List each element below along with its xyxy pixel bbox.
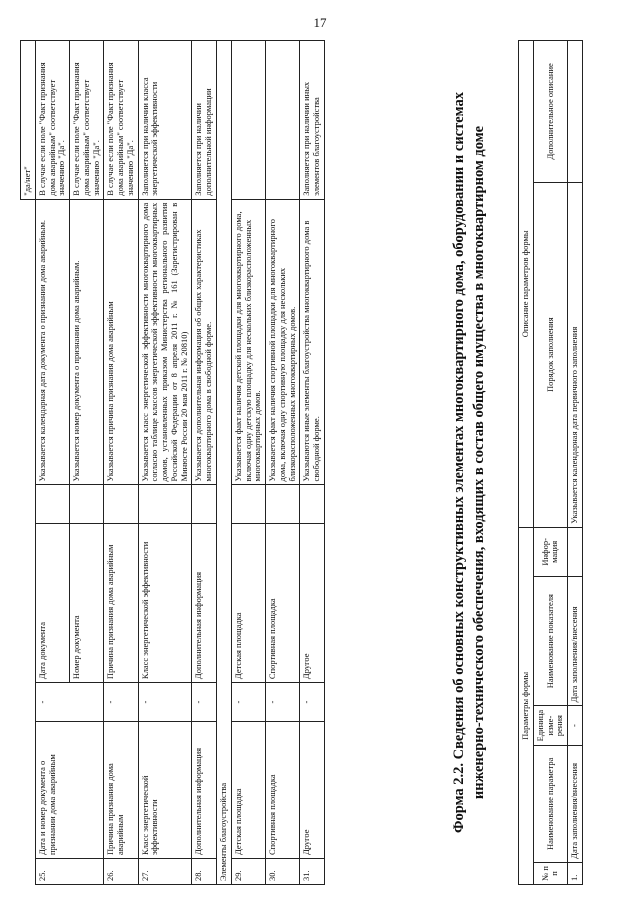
- col-header-no: № п п: [533, 862, 567, 884]
- unit: -: [104, 683, 138, 722]
- table-row-26: [104, 41, 138, 885]
- form-title-line-2: инженерно-технического обеспечения, входящих в состав общего имущества в многоквартирном доме: [470, 125, 487, 800]
- continuation-table: [20, 40, 325, 885]
- info: [35, 485, 69, 524]
- header-group-row: [519, 41, 534, 885]
- extra-desc: Заполняется при наличии класса энергетической эффективности: [138, 41, 192, 200]
- unit: -: [192, 683, 217, 722]
- unit: -: [231, 683, 265, 722]
- extra-desc: [231, 41, 265, 200]
- info: [104, 485, 138, 524]
- fill-order: Указывается календарная дата первичного заполнения: [568, 182, 583, 527]
- param-name: Другое: [300, 722, 325, 859]
- param-name: Детская площадка: [231, 722, 265, 859]
- extra-desc: В случае если поле "Факт признания дома аварийным" соответствует значению "Да".: [104, 41, 138, 200]
- group-desc-header: Описание параметров формы: [519, 41, 534, 528]
- fill-order: Указывается класс энергетической эффективности многоквартирного дома согласно таблице классов энергетической эффективности многоквартирных домов, установленных приказом Министерства регионального развития Российской Федерации от 8 апреля 2011 г. № 161 (Зарегистрирован в Минюсте России 20 мая 2011 г. № 20810): [138, 199, 192, 485]
- row-number: 28.: [192, 859, 217, 885]
- row-number: 29.: [231, 859, 265, 885]
- col-header-field: Наименование показателя: [533, 577, 567, 706]
- row-number: 31.: [300, 859, 325, 885]
- group-params-header: Параметры формы: [519, 527, 534, 884]
- unit: -: [568, 706, 583, 745]
- row-number: 1.: [568, 862, 583, 884]
- header-row: [533, 41, 567, 885]
- row-number: 25.: [35, 859, 104, 885]
- table-row-31: [300, 41, 325, 885]
- cell-desc-prev: "да/нет": [21, 41, 36, 200]
- form-title-line-1: Форма 2.2. Сведения об основных конструктивных элементах многоквартирного дома, оборудовании и системах: [451, 92, 467, 833]
- fill-order: Указывается факт наличия спортивной площадки для многоквартирного дома, включая одну спортивную площадку для нескольких близкорасположенных многоквартирных домов.: [266, 199, 300, 485]
- extra-desc: В случае если поле "Факт признания дома аварийным" соответствует значению "Да".: [70, 41, 104, 200]
- section-row: [217, 41, 232, 885]
- col-header-desc: Дополнительное описание: [533, 41, 567, 183]
- col-header-unit: Единица изме- рения: [533, 706, 567, 745]
- table-row: [21, 41, 36, 885]
- field-name: Дата документа: [35, 524, 69, 683]
- col-header-name: Наименование параметра: [533, 745, 567, 862]
- unit: -: [266, 683, 300, 722]
- table-row-30: [266, 41, 300, 885]
- field-name: Другое: [300, 524, 325, 683]
- info: [266, 485, 300, 524]
- table-row-25a: [35, 41, 69, 885]
- param-name: Спортивная площадка: [266, 722, 300, 859]
- info: [192, 485, 217, 524]
- fill-order: Указывается причина признания дома аварийным: [104, 199, 138, 485]
- param-name: Дата заполнения/внесения: [568, 745, 583, 862]
- info: [70, 485, 104, 524]
- fill-order: Указывается календарная дата документа о признании дома аварийным.: [35, 199, 69, 485]
- col-header-info: Инфор- мация: [533, 527, 567, 576]
- form-title: [450, 40, 489, 885]
- field-name: Спортивная площадка: [266, 524, 300, 683]
- fill-order: Указывается номер документа о признании дома аварийным.: [70, 199, 104, 485]
- extra-desc: [266, 41, 300, 200]
- extra-desc: [568, 41, 583, 183]
- form-2-2-table: [518, 40, 583, 885]
- rotated-page-content: [20, 40, 620, 885]
- col-header-order: Порядок заполнения: [533, 182, 567, 527]
- fill-order: Указывается дополнительная информация об общих характеристиках многоквартирного дома в свободной форме.: [192, 199, 217, 485]
- unit: -: [138, 683, 192, 722]
- extra-desc: В случае если поле "Факт признания дома аварийным" соответствует значению "Да".: [35, 41, 69, 200]
- table-row-29: [231, 41, 265, 885]
- field-name: Причина признания дома аварийным: [104, 524, 138, 683]
- extra-desc: Заполняется при наличии дополнительной информации: [192, 41, 217, 200]
- row-number: 27.: [138, 859, 192, 885]
- param-name: Дополнительная информация: [192, 722, 217, 859]
- table-row-1: [568, 41, 583, 885]
- info: [568, 527, 583, 576]
- table-row-28: [192, 41, 217, 885]
- param-name: Класс энергетической эффективности: [138, 722, 192, 859]
- extra-desc: Заполняется при наличии иных элементов благоустройства: [300, 41, 325, 200]
- row-number: 30.: [266, 859, 300, 885]
- info: [300, 485, 325, 524]
- unit: -: [300, 683, 325, 722]
- param-name: Дата и номер документа о признании дома аварийным: [35, 722, 104, 859]
- field-name: Дополнительная информация: [192, 524, 217, 683]
- param-name: Причина признания дома аварийным: [104, 722, 138, 859]
- row-number: 26.: [104, 859, 138, 885]
- section-title: Элементы благоустройства: [217, 41, 232, 885]
- table-row-27: [138, 41, 192, 885]
- unit: -: [35, 683, 104, 722]
- page-number: 17: [313, 15, 327, 30]
- field-name: Дата заполнения/внесения: [568, 577, 583, 706]
- field-name: Детская площадка: [231, 524, 265, 683]
- fill-order: Указывается факт наличия детской площадки для многоквартирного дома, включая одну детскую площадку для нескольких близкорасположенных многоквартирных домов.: [231, 199, 265, 485]
- field-name: Номер документа: [70, 524, 104, 683]
- info: [231, 485, 265, 524]
- fill-order: Указываются иные элементы благоустройства многоквартирного дома в свободной форме.: [300, 199, 325, 485]
- field-name: Класс энергетической эффективности: [138, 524, 192, 683]
- info: [138, 485, 192, 524]
